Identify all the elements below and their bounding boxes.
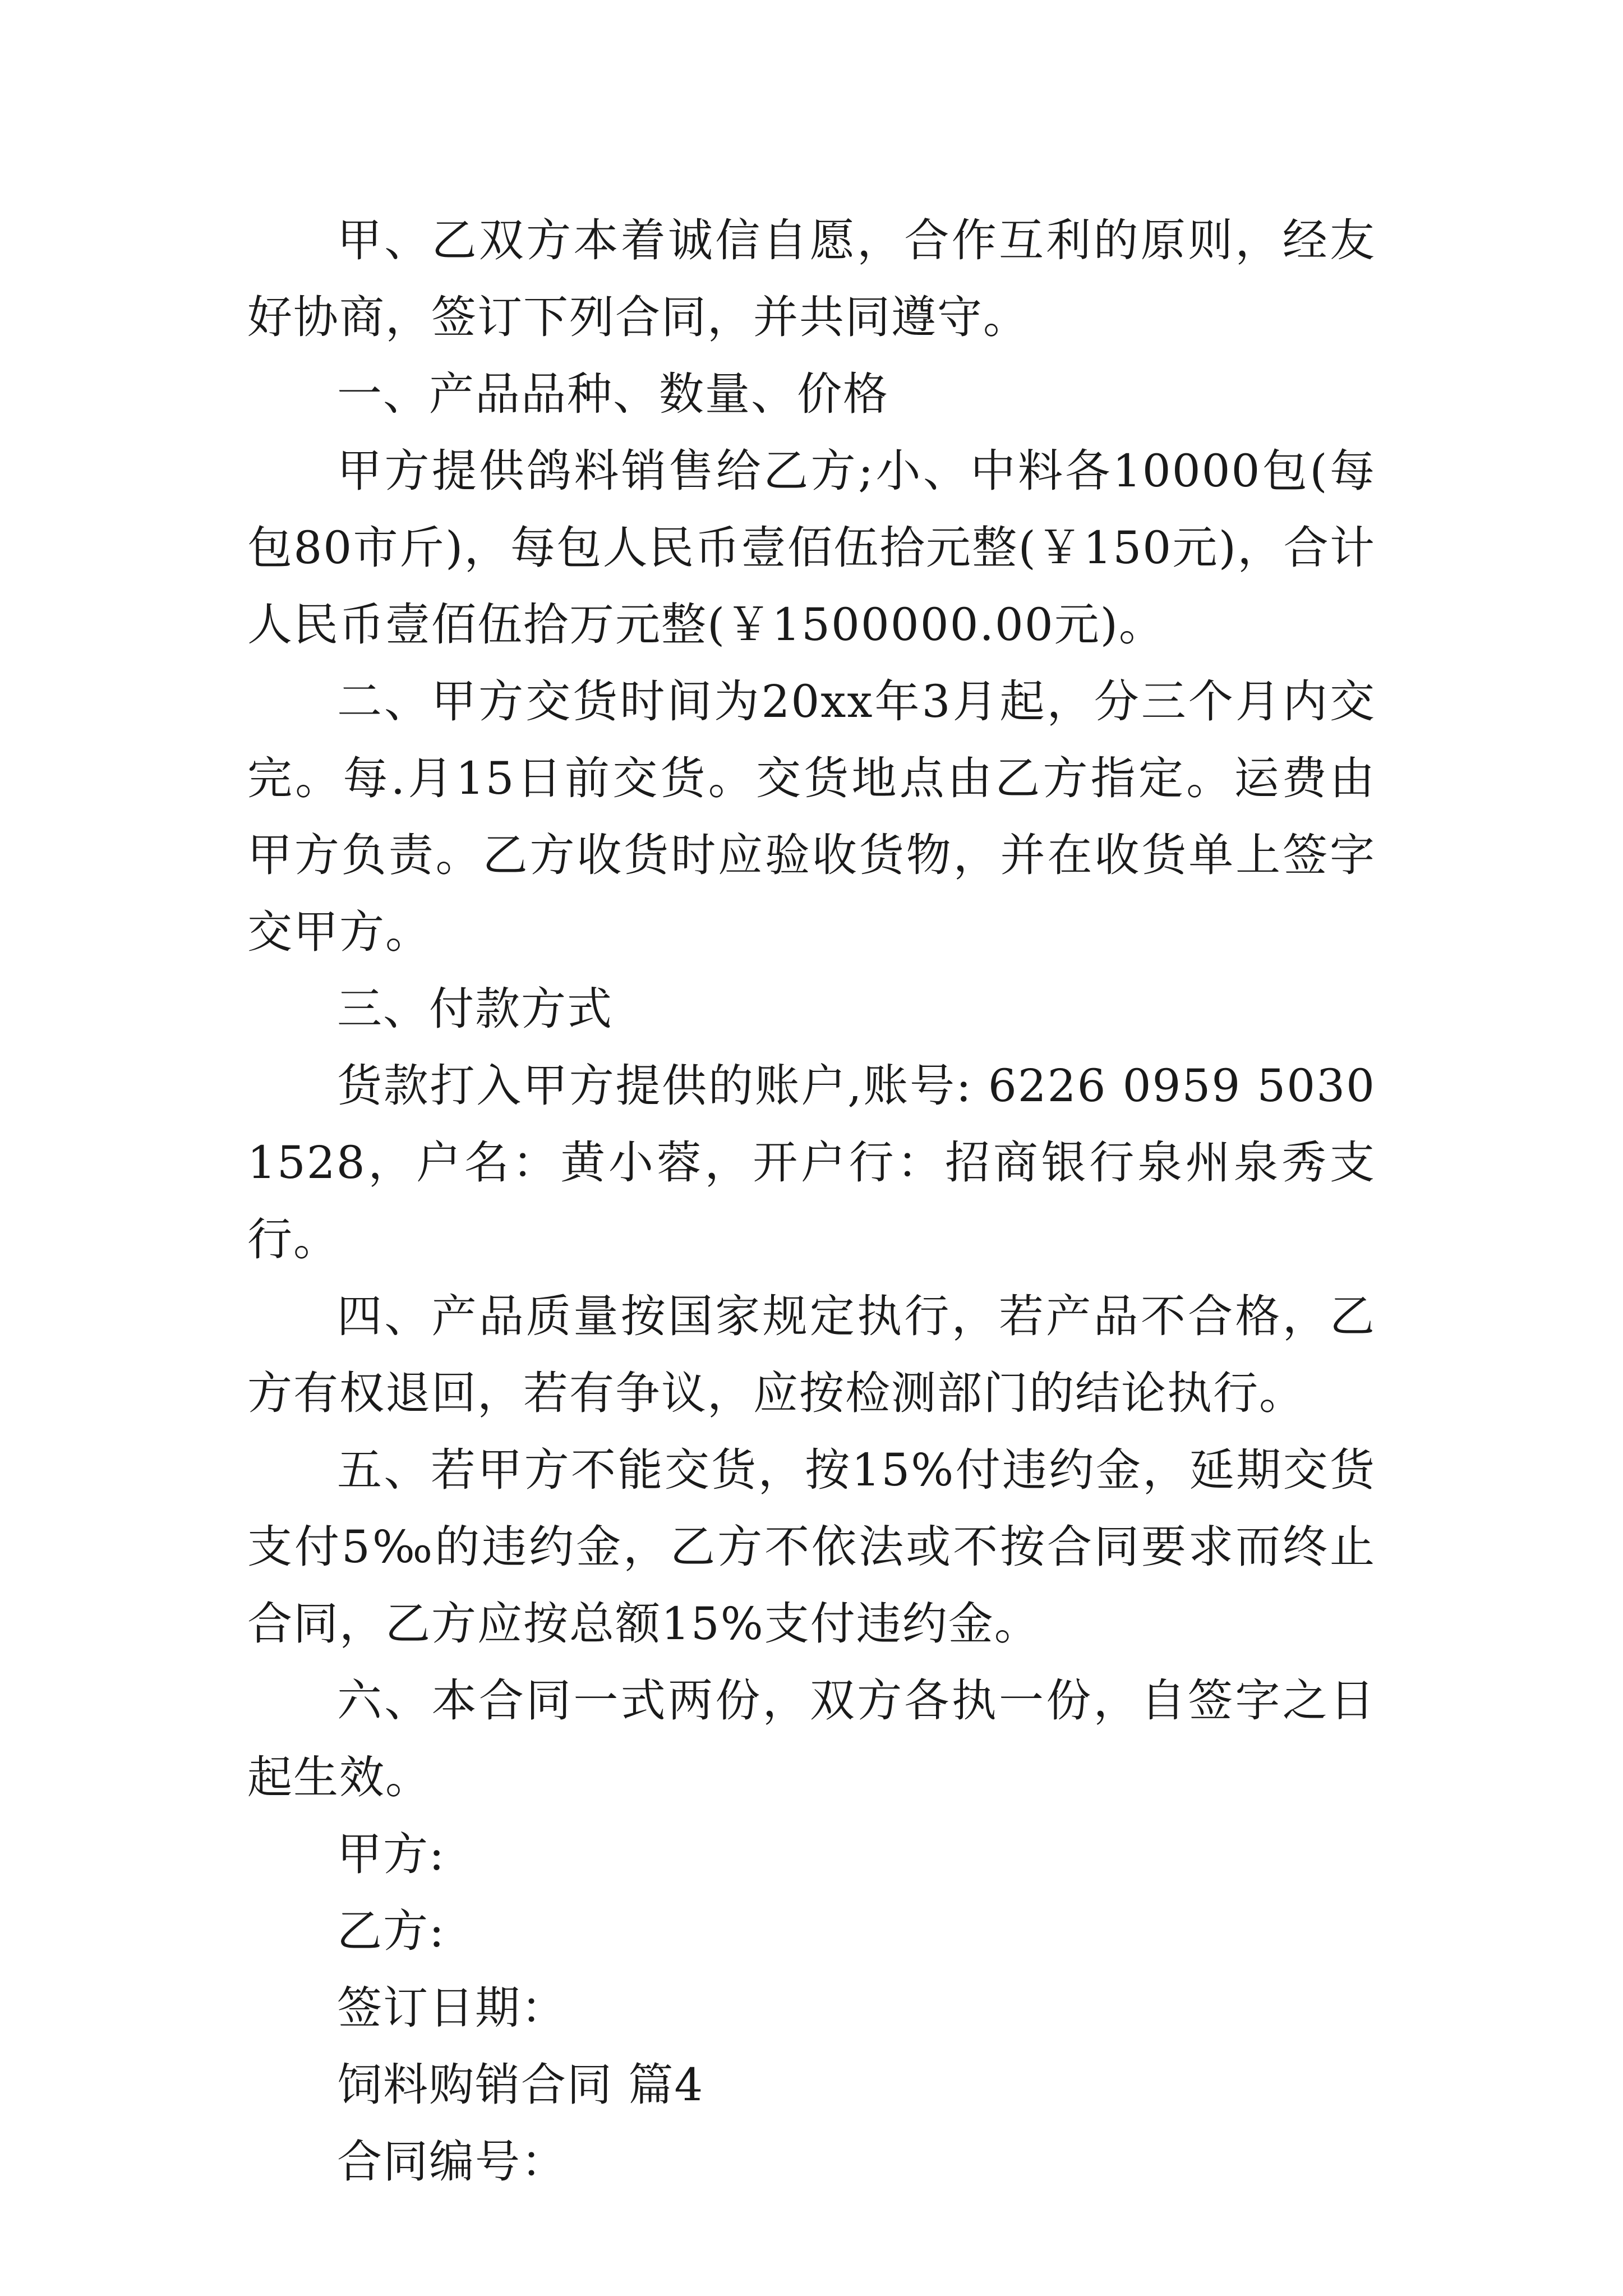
section-5-body: 五、若甲方不能交货，按15%付违约金，延期交货支付5‰的违约金，乙方不依法或不按合同要求而终止合同，乙方应按总额15%支付违约金。 bbox=[247, 1444, 1376, 1650]
next-contract-title: 饲料购销合同 篇4 bbox=[337, 2059, 704, 2111]
signing-date-line: 签订日期： bbox=[337, 1982, 567, 2034]
section-1-heading: 一、产品品种、数量、价格 bbox=[337, 368, 889, 420]
section-4-body: 四、产品质量按国家规定执行，若产品不合格，乙方有权退回，若有争议，应按检测部门的结论执行。 bbox=[247, 1290, 1376, 1419]
party-a-line: 甲方: bbox=[337, 1828, 445, 1880]
document-body bbox=[247, 202, 1376, 2200]
section-6-body: 六、本合同一式两份，双方各执一份，自签字之日起生效。 bbox=[247, 1674, 1376, 1803]
party-b-line: 乙方: bbox=[337, 1905, 445, 1957]
section-2-body: 二、甲方交货时间为20xx年3月起，分三个月内交完。每.月15日前交货。交货地点由乙方指定。运费由甲方负责。乙方收货时应验收货物，并在收货单上签字交甲方。 bbox=[247, 675, 1376, 958]
intro-paragraph: 甲、乙双方本着诚信自愿，合作互利的原则，经友好协商，签订下列合同，并共同遵守。 bbox=[247, 214, 1376, 343]
contract-number-line: 合同编号： bbox=[337, 2136, 567, 2188]
section-3-heading: 三、付款方式 bbox=[337, 983, 613, 1035]
section-3-body: 货款打入甲方提供的账户,账号: 6226 0959 5030 1528，户名：黄小蓉，开户行：招商银行泉州泉秀支行。 bbox=[247, 1060, 1376, 1266]
section-1-body: 甲方提供鸽料销售给乙方;小、中料各10000包(每包80市斤)，每包人民币壹佰伍拾元整(￥150元)，合计人民币壹佰伍拾万元整(￥1500000.00元)。 bbox=[247, 445, 1376, 651]
